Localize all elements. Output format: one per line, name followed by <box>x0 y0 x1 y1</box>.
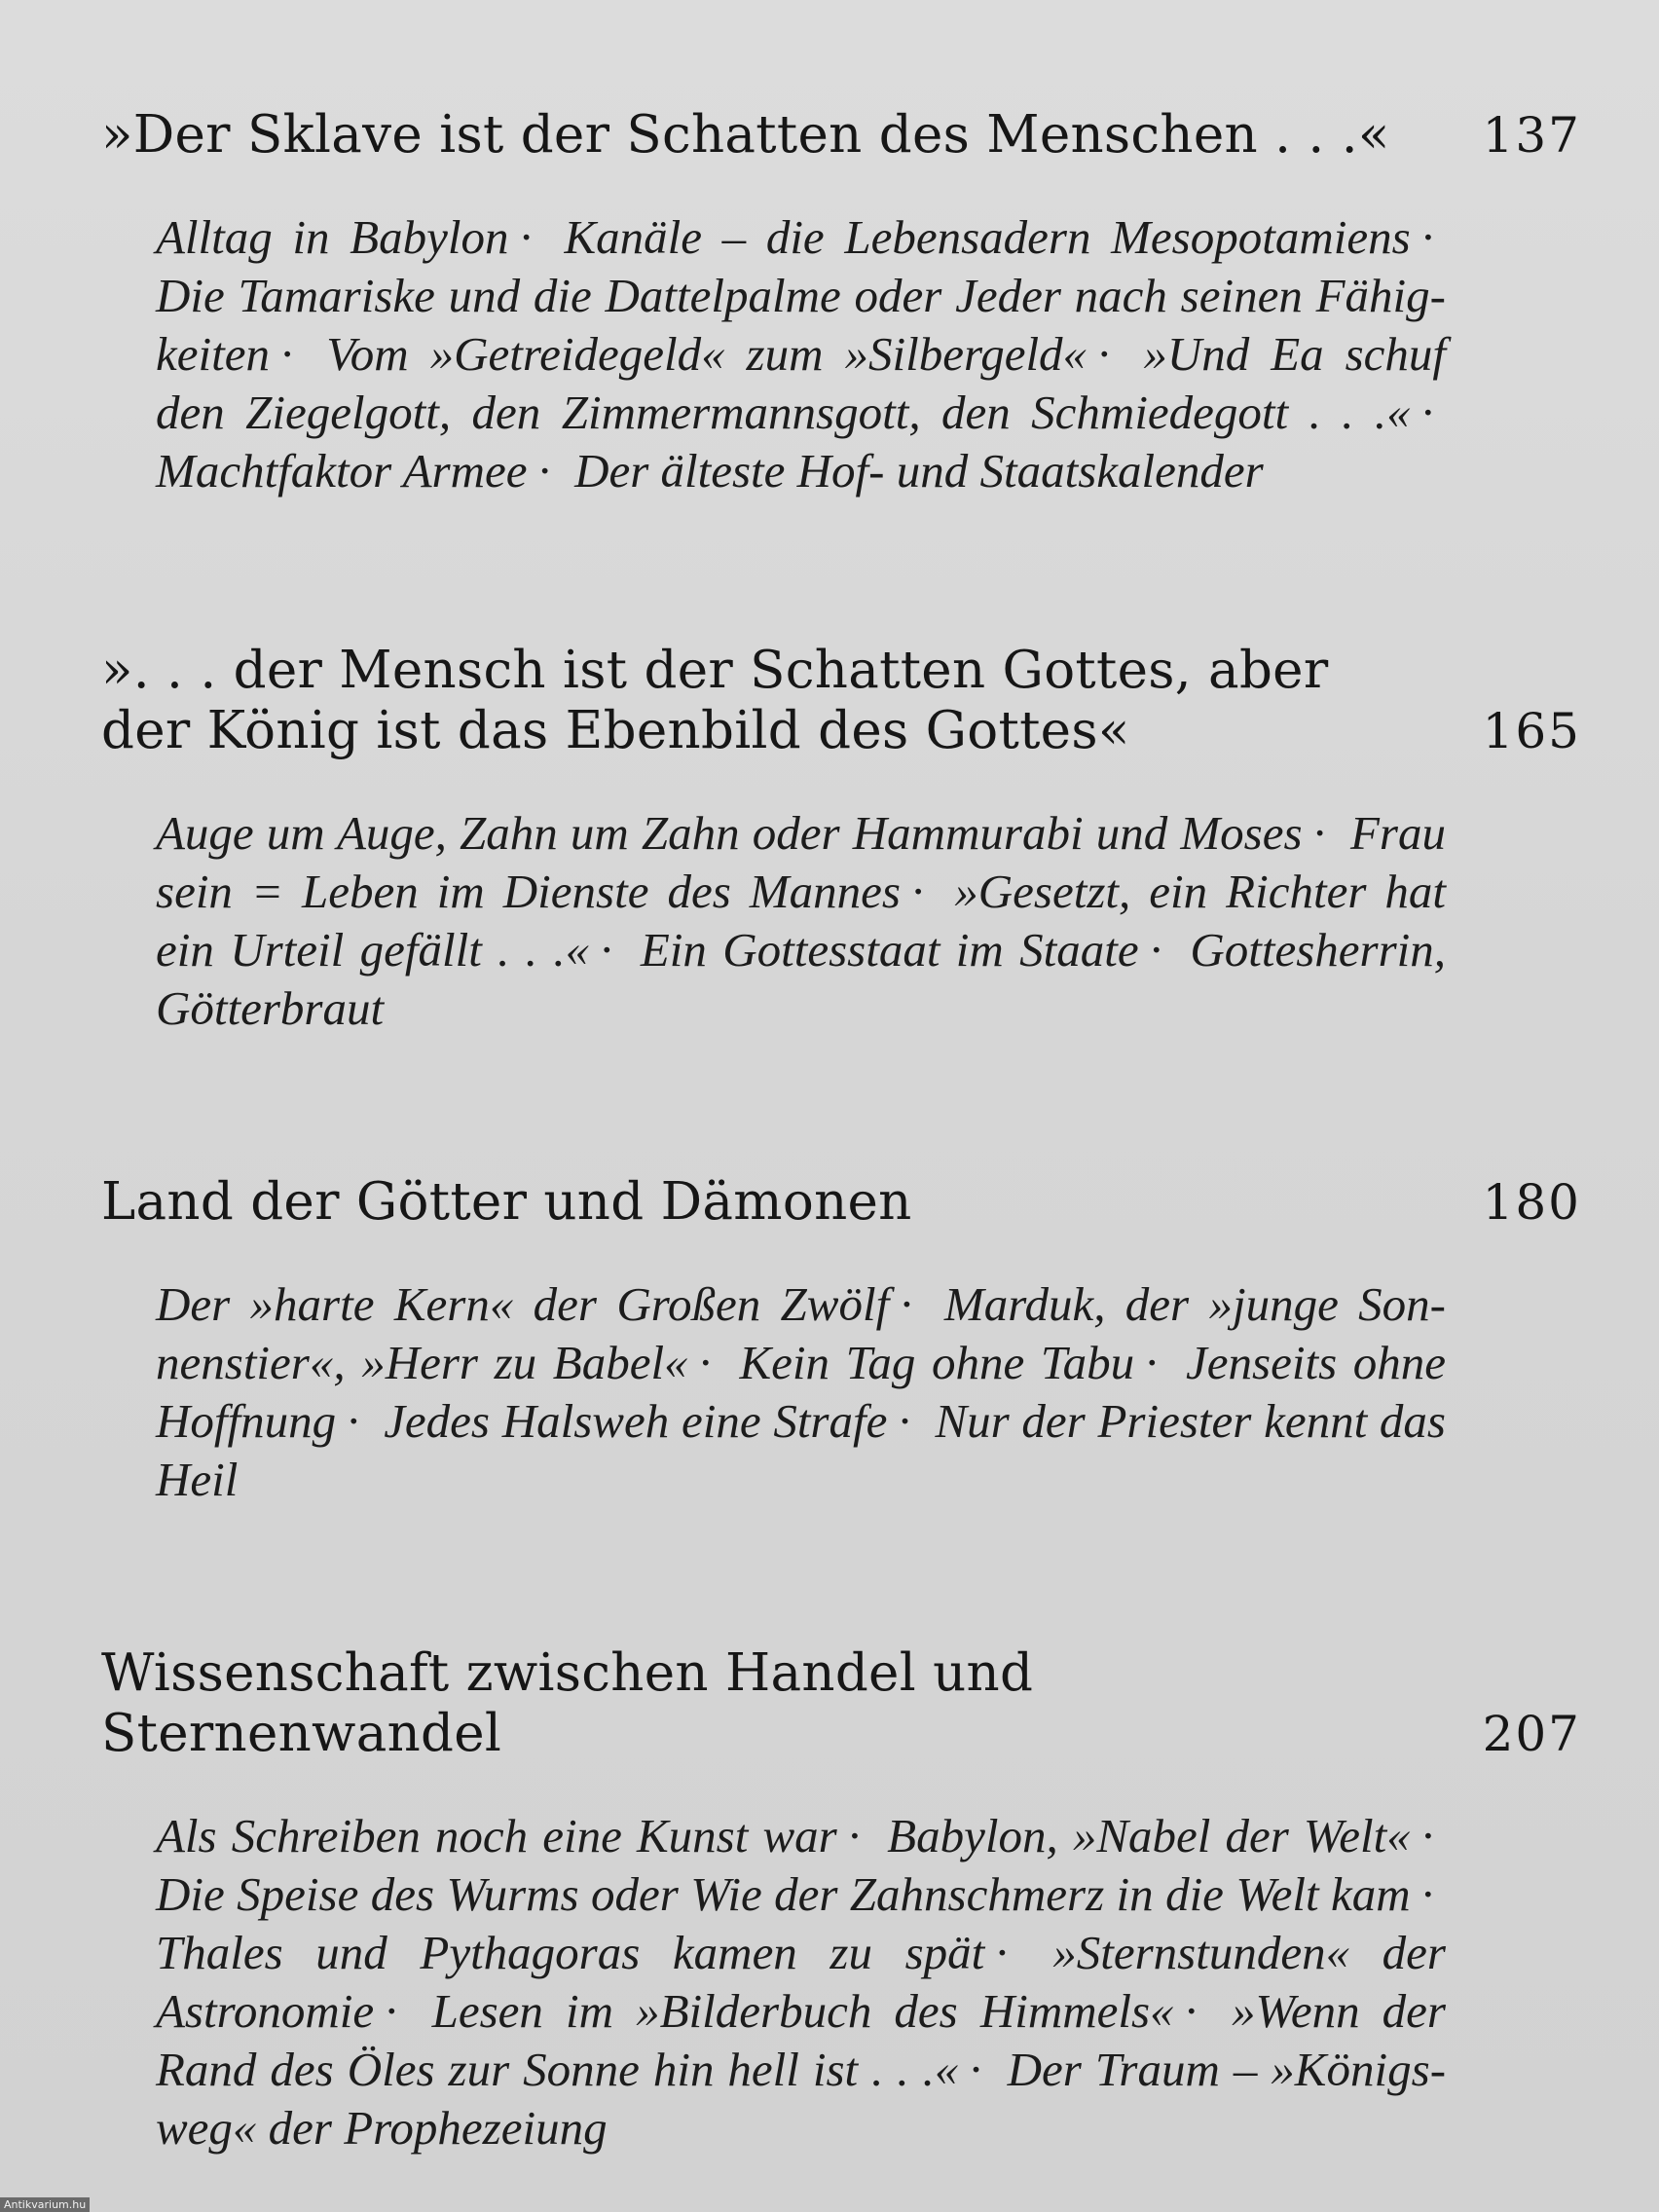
toc-entry-header <box>101 641 1581 761</box>
topic-item: Jenseits ohne Hoffnung <box>156 1336 1447 1448</box>
chapter-title: Land der Götter und Dämonen <box>101 1172 912 1232</box>
topic-item: Kein Tag ohne Tabu <box>739 1336 1135 1389</box>
topic-item: »Und Ea schuf den Ziegelgott, den Zimmermannsgott, den Schmiedegott . . .« <box>156 327 1447 439</box>
topic-item: Marduk, der »junge Sonnenstier«, »Herr zu Babel« <box>156 1277 1446 1389</box>
chapter-title: »Der Sklave ist der Schatten des Menschen . . .« <box>101 105 1390 165</box>
topic-separator: · <box>1419 210 1437 264</box>
toc-entry <box>101 1172 1581 1509</box>
topic-separator: · <box>697 1336 714 1389</box>
chapter-topics <box>156 1807 1446 2157</box>
topic-item: Babylon, »Nabel der Welt« <box>887 1809 1411 1862</box>
topic-separator: · <box>278 327 296 381</box>
topic-item: Kanäle – die Lebensadern Mesopotamiens <box>564 210 1411 264</box>
topic-separator: · <box>1419 386 1436 439</box>
chapter-topics <box>156 1275 1446 1509</box>
page-number: 207 <box>1482 1706 1581 1762</box>
topic-separator: · <box>1419 1809 1437 1862</box>
page-number: 180 <box>1482 1174 1581 1231</box>
topic-item: »Gesetzt, ein Richter hat ein Urteil gefällt . . .« <box>156 865 1447 977</box>
chapter-title: Wissenschaft zwischen Handel und Sternenwandel <box>101 1643 1034 1763</box>
topic-item: Gottesherrin, Götterbraut <box>156 923 1447 1035</box>
topic-item: »Sternstunden« der Astronomie <box>156 1926 1447 2038</box>
toc-entry-header <box>101 1172 1581 1233</box>
topic-separator: · <box>1311 806 1328 860</box>
topic-item: Die Tamariske und die Dattelpalme oder Jeder nach seinen Fähigkeiten <box>156 269 1446 381</box>
topic-separator: · <box>384 1984 400 2038</box>
toc-entry-header <box>101 1643 1581 1764</box>
topic-item: Jedes Halsweh eine Strafe <box>384 1394 888 1448</box>
topic-separator: · <box>599 923 615 977</box>
topic-item: Frau sein = Leben im Dienste des Mannes <box>156 806 1446 918</box>
page-number: 137 <box>1482 107 1581 164</box>
topic-item: Der Traum – »Königsweg« der Prophezeiung <box>156 2043 1447 2155</box>
topic-item: Lesen im »Bilderbuch des Himmels« <box>431 1984 1174 2038</box>
chapter-title <box>101 641 1445 761</box>
topic-item: Der »harte Kern« der Großen Zwölf <box>156 1277 890 1331</box>
topic-separator: · <box>846 1809 864 1862</box>
topic-separator: · <box>346 1394 362 1448</box>
topic-item: »Wenn der Rand des Öles zur Sonne hin hell ist . . .« <box>156 1984 1446 2096</box>
topic-item: Vom »Getreidegeld« zum »Silbergeld« <box>326 327 1088 381</box>
chapter-topics <box>156 804 1446 1038</box>
topic-separator: · <box>1096 327 1113 381</box>
chapter-title-line: der König ist das Ebenbild des Gottes« <box>101 701 1130 760</box>
toc-entry-header <box>101 105 1581 166</box>
topic-item: Thales und Pythagoras kamen zu spät <box>156 1926 985 1979</box>
topic-item: Nur der Priester kennt das Heil <box>156 1394 1446 1506</box>
toc-entry <box>101 641 1581 1038</box>
toc-entry <box>101 105 1581 500</box>
topic-separator: · <box>909 865 927 918</box>
chapter-topics <box>156 208 1446 500</box>
topic-item: Alltag in Babylon <box>156 210 509 264</box>
chapter-title-line: ». . . der Mensch ist der Schatten Gottes, aber <box>101 641 1329 700</box>
topic-separator: · <box>1419 1867 1436 1921</box>
topic-item: Auge um Auge, Zahn um Zahn oder Hammurabi und Moses <box>156 806 1303 860</box>
toc-entry <box>101 1643 1581 2157</box>
watermark: Antikvarium.hu <box>0 2197 90 2212</box>
page-number: 165 <box>1482 703 1581 759</box>
topic-separator: · <box>968 2043 984 2096</box>
topic-separator: · <box>518 210 535 264</box>
topic-separator: · <box>1144 1336 1161 1389</box>
topic-separator: · <box>897 1394 913 1448</box>
topic-item: Machtfaktor Armee <box>156 444 528 498</box>
topic-item: Ein Gottesstaat im Staate <box>640 923 1139 977</box>
topic-separator: · <box>536 444 553 498</box>
topic-separator: · <box>899 1277 915 1331</box>
topic-item: Der älteste Hof- und Staatskalender <box>574 444 1264 498</box>
topic-separator: · <box>1148 923 1164 977</box>
topic-separator: · <box>994 1926 1011 1979</box>
topic-item: Die Speise des Wurms oder Wie der Zahnschmerz in die Welt kam <box>156 1867 1411 1921</box>
topic-item: Als Schreiben noch eine Kunst war <box>156 1809 837 1862</box>
topic-separator: · <box>1183 1984 1199 2038</box>
